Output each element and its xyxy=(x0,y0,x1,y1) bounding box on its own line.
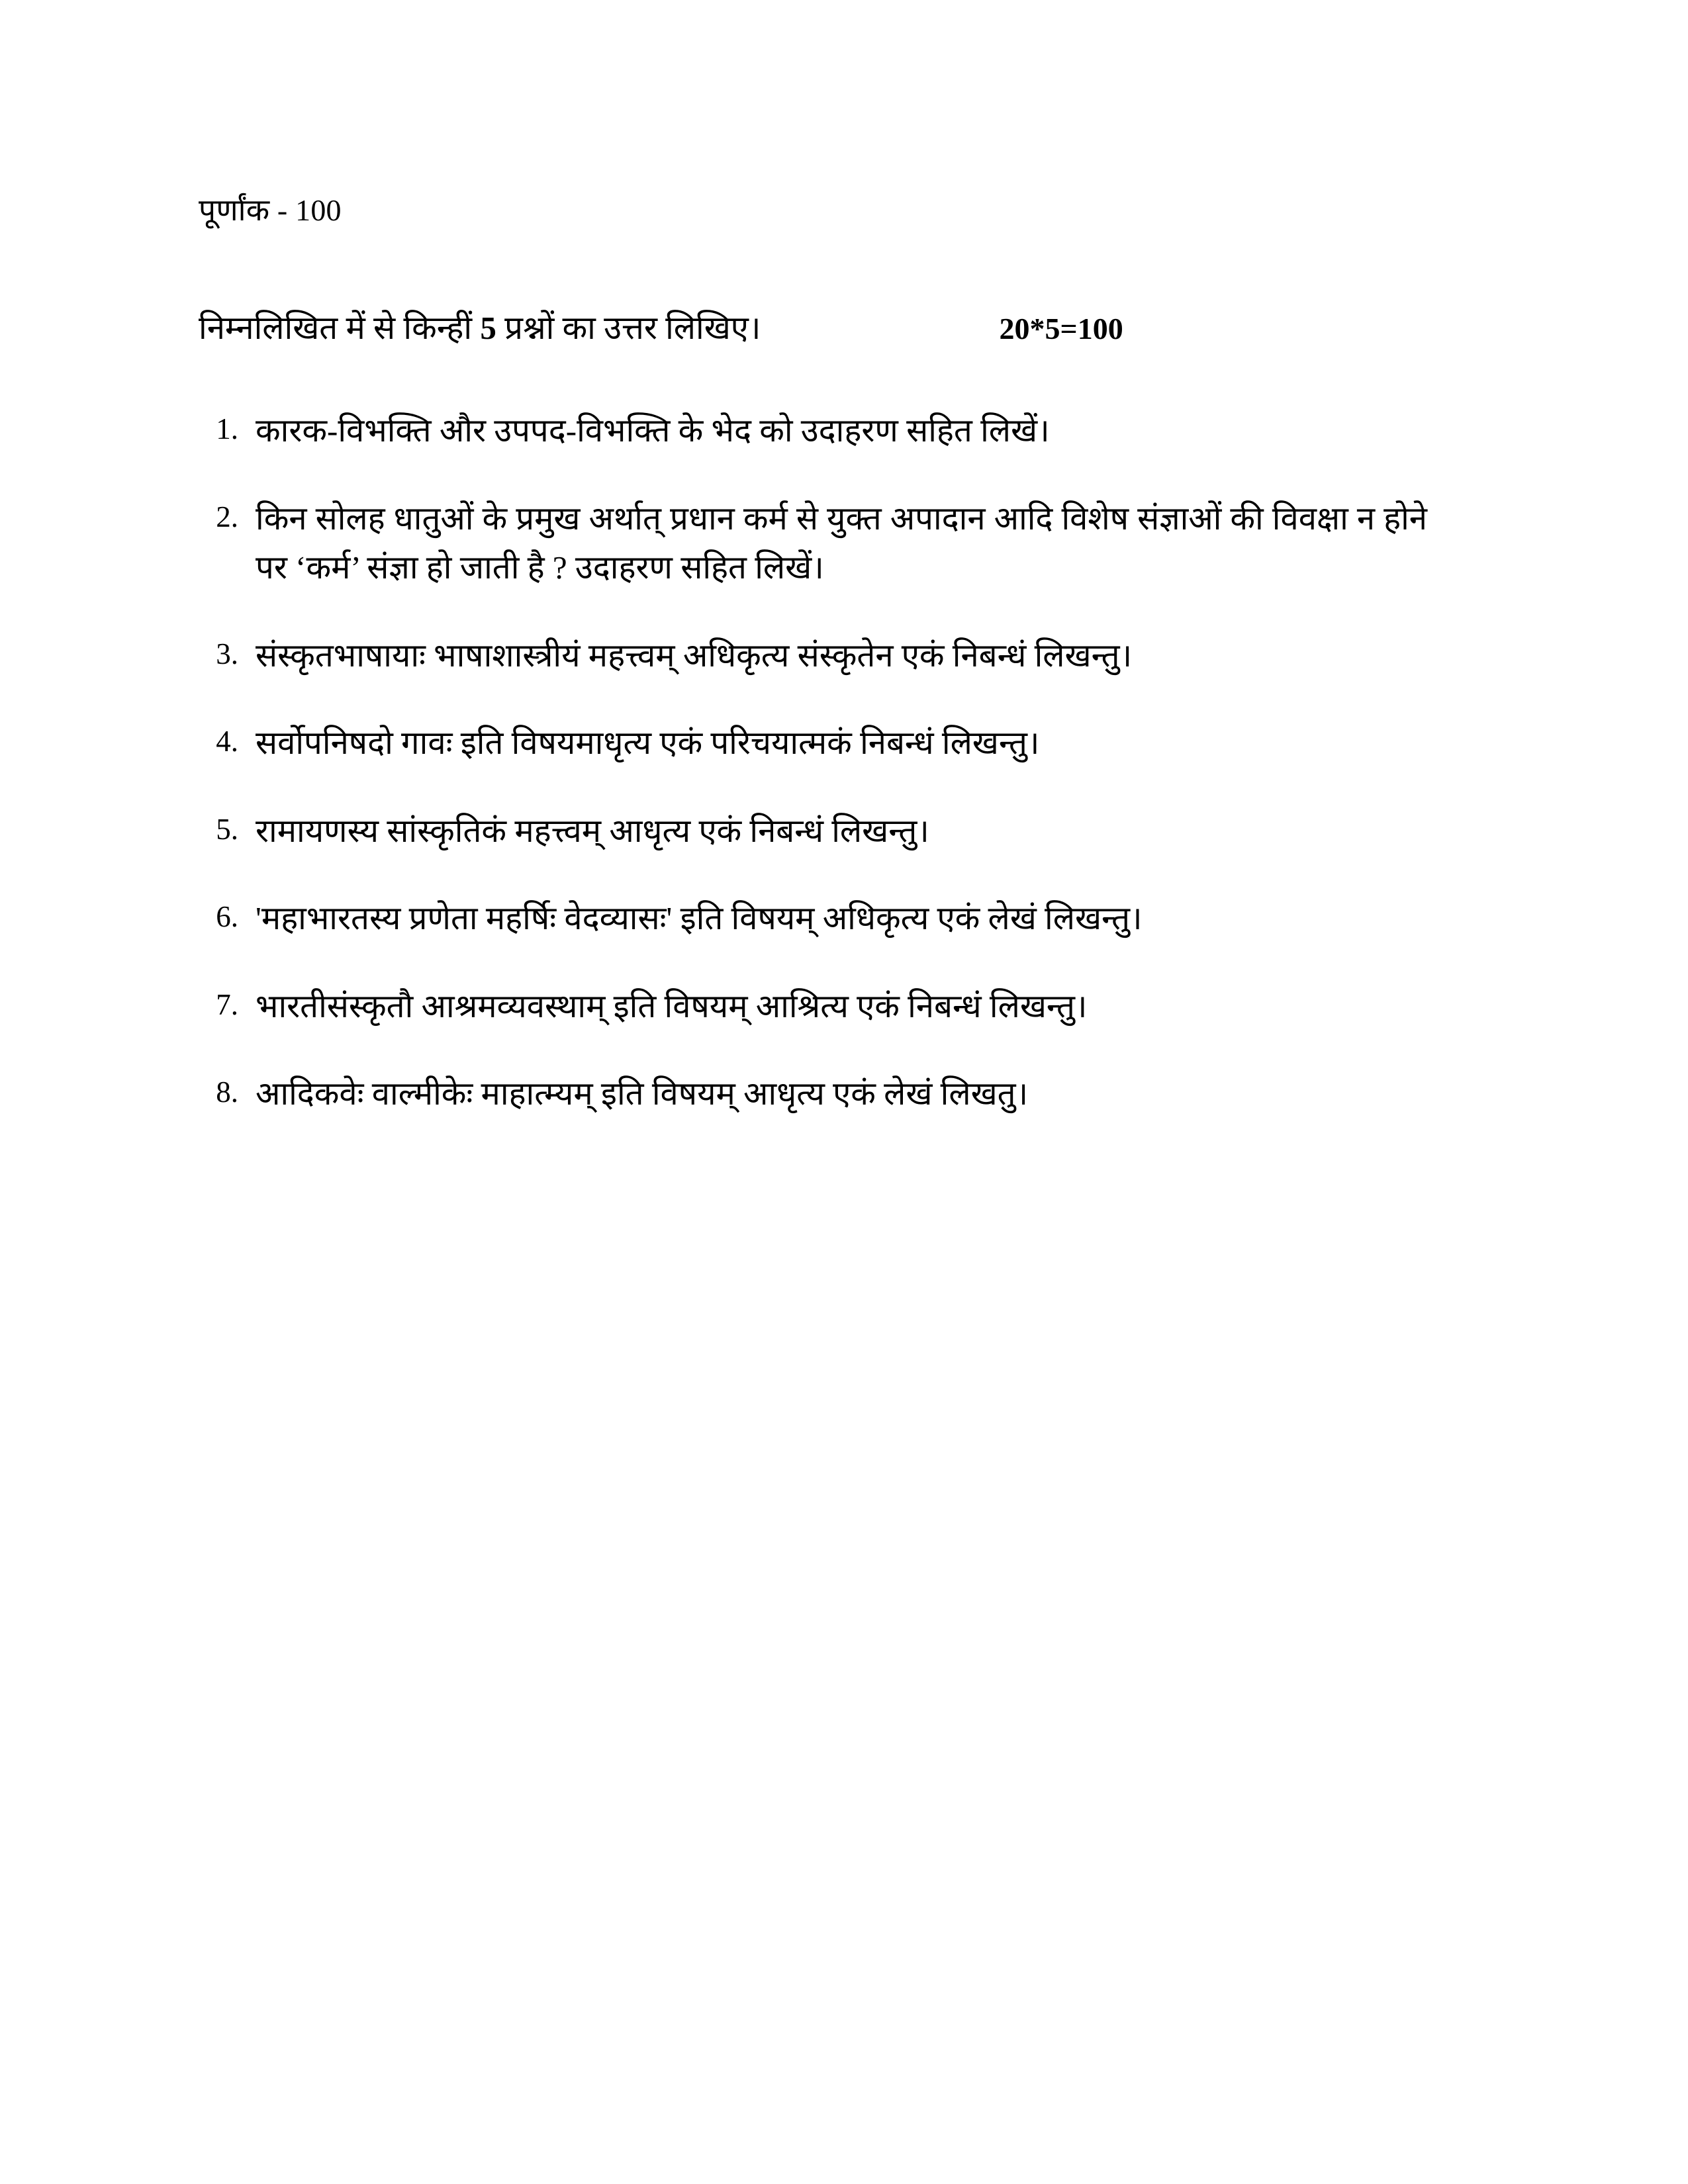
question-text: कारक-विभक्ति और उपपद-विभक्ति के भेद को उदाहरण सहित लिखें। xyxy=(256,412,1050,449)
question-number: 1. xyxy=(216,412,238,446)
question-item xyxy=(199,494,1489,593)
question-text: 'महाभारतस्य प्रणेता महर्षिः वेदव्यासः' इति विषयम् अधिकृत्य एकं लेखं लिखन्तु। xyxy=(256,900,1143,937)
instruction-marks: 20*5=100 xyxy=(999,312,1123,346)
question-item xyxy=(199,1069,1489,1118)
question-number: 7. xyxy=(216,987,238,1021)
question-number: 5. xyxy=(216,812,238,846)
questions-list xyxy=(199,406,1489,1118)
question-text: भारतीसंस्कृतौ आश्रमव्यवस्थाम् इति विषयम् आश्रित्य एकं निबन्धं लिखन्तु। xyxy=(256,987,1088,1024)
question-item xyxy=(199,982,1489,1031)
question-text: सर्वोपनिषदो गावः इति विषयमाधृत्य एकं परिचयात्मकं निबन्धं लिखन्तु। xyxy=(256,725,1040,762)
question-item xyxy=(199,631,1489,680)
question-text: किन सोलह धातुओं के प्रमुख अर्थात् प्रधान कर्म से युक्त अपादान आदि विशेष संज्ञाओं की विवक्षा न होने पर ‘कर्म’ संज्ञा हो जाती है ? उदाहरण सहित लिखें। xyxy=(256,500,1427,586)
total-marks-line: पूर्णांक - 100 xyxy=(199,193,342,227)
instruction-row xyxy=(199,308,1489,348)
instruction-text: निम्नलिखित में से किन्हीं 5 प्रश्नों का उत्तर लिखिए। xyxy=(199,310,761,347)
question-number: 2. xyxy=(216,500,238,533)
question-item xyxy=(199,406,1489,455)
question-item xyxy=(199,719,1489,768)
question-text: संस्कृतभाषायाः भाषाशास्त्रीयं महत्त्वम् अधिकृत्य संस्कृतेन एकं निबन्धं लिखन्तु। xyxy=(256,637,1133,674)
question-number: 6. xyxy=(216,900,238,934)
question-item xyxy=(199,807,1489,856)
question-text: आदिकवेः वाल्मीकेः माहात्म्यम् इति विषयम् आधृत्य एकं लेखं लिखतु। xyxy=(256,1075,1029,1113)
question-item xyxy=(199,894,1489,943)
question-number: 4. xyxy=(216,725,238,758)
question-text: रामायणस्य सांस्कृतिकं महत्त्वम् आधृत्य एकं निबन्धं लिखन्तु। xyxy=(256,812,929,849)
question-number: 8. xyxy=(216,1075,238,1109)
question-number: 3. xyxy=(216,637,238,670)
